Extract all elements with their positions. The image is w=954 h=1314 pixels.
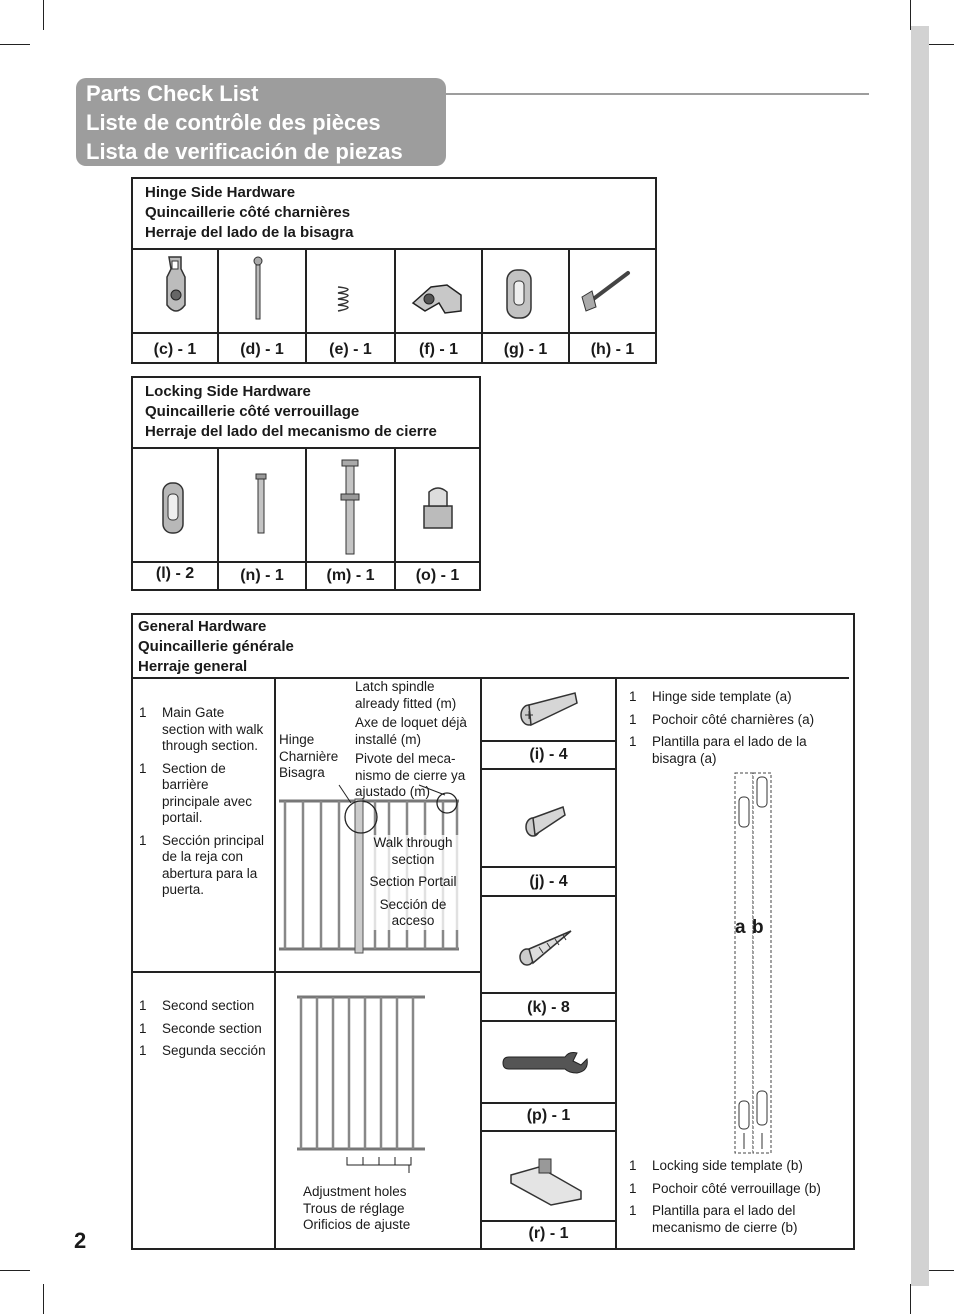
locking-template-description: 1 Locking side template (b) 1 Pochoir côté verrouillage (b) 1 Plantilla para el lado del mecanismo de cierre (b)	[629, 1158, 821, 1235]
base-foot-icon	[509, 1155, 583, 1205]
hinge-clip-icon	[409, 281, 465, 317]
hinge-bracket-icon	[159, 255, 193, 319]
latch-block-icon	[421, 484, 455, 532]
hinge-pin-icon	[578, 267, 632, 313]
part-label-d: (d) - 1	[240, 341, 284, 358]
page-title	[76, 78, 446, 166]
locking-side-heading: Locking Side Hardware Quincaillerie côté verrouillage Herraje del lado del mecanismo de cierre	[145, 383, 437, 440]
page-side-bar	[911, 26, 929, 1286]
hinge-template-description: 1 Hinge side template (a) 1 Pochoir côté charnières (a) 1 Plantilla para el lado de la bisagra (a)	[629, 689, 815, 766]
hinge-side-heading: Hinge Side Hardware Quincaillerie côté charnières Herraje del lado de la bisagra	[145, 184, 354, 241]
general-hardware-table	[131, 613, 855, 1250]
locking-side-table	[131, 376, 481, 591]
medium-bolt-icon	[525, 803, 569, 837]
long-bolt-icon	[251, 257, 265, 321]
part-label-g: (g) - 1	[503, 341, 548, 358]
part-label-c: (c) - 1	[153, 341, 197, 358]
short-bolt-icon	[519, 689, 581, 727]
part-label-i: (i) - 4	[529, 746, 568, 763]
part-label-j: (j) - 4	[529, 873, 568, 890]
hinge-callout: Hinge Charnière Bisagra	[279, 732, 339, 780]
template-letter-b: b	[752, 917, 764, 938]
crop-mark	[0, 44, 30, 45]
wood-screw-icon	[519, 927, 575, 967]
latch-callout: Latch spindle already fitted (m) Axe de loquet déjà installé (m) Pivote del meca-nismo de cierre ya ajustado (m)	[355, 679, 467, 799]
template-letter-a: a	[735, 917, 746, 938]
crop-mark	[43, 0, 44, 30]
title-fr: Liste de contrôle des pièces	[86, 110, 381, 135]
part-label-l: (l) - 2	[155, 565, 195, 582]
crop-mark	[43, 1284, 44, 1314]
title-rule	[446, 93, 869, 95]
latch-spindle-icon	[339, 458, 361, 556]
screw-bolt-icon	[255, 472, 267, 536]
part-label-m: (m) - 1	[326, 567, 375, 584]
crop-mark	[0, 1270, 30, 1271]
hinge-plate-icon	[504, 267, 534, 321]
title-en: Parts Check List	[86, 81, 259, 106]
part-label-f: (f) - 1	[418, 341, 459, 358]
part-label-p: (p) - 1	[526, 1107, 571, 1124]
walk-through-label: Walk through section Section Portail Sección de acceso	[367, 835, 459, 930]
part-label-r: (r) - 1	[528, 1225, 569, 1242]
template-strips-illustration	[733, 771, 773, 1155]
part-label-n: (n) - 1	[240, 567, 284, 584]
part-label-k: (k) - 8	[527, 999, 570, 1016]
crop-mark	[910, 1284, 911, 1314]
part-label-o: (o) - 1	[415, 567, 460, 584]
main-gate-description: 1 Main Gate section with walk through section. 1 Section de barrière principale avec portail. 1 Sección principal de la reja con abertura para la puerta.	[139, 705, 265, 897]
second-section-illustration	[297, 993, 429, 1169]
part-label-e: (e) - 1	[329, 341, 372, 358]
spring-icon	[336, 285, 360, 315]
part-label-h: (h) - 1	[590, 341, 635, 358]
lock-plate-icon	[160, 480, 186, 536]
second-section-description: 1 Second section 1 Seconde section 1 Segunda sección	[139, 998, 266, 1058]
page-number: 2	[74, 1228, 87, 1253]
adjustment-holes-label: Adjustment holes Trous de réglage Orificios de ajuste	[303, 1184, 411, 1232]
general-heading: General Hardware Quincaillerie générale Herraje general	[138, 618, 294, 675]
hinge-side-table	[131, 177, 657, 364]
wrench-icon	[499, 1051, 589, 1077]
title-es: Lista de verificación de piezas	[86, 139, 403, 164]
